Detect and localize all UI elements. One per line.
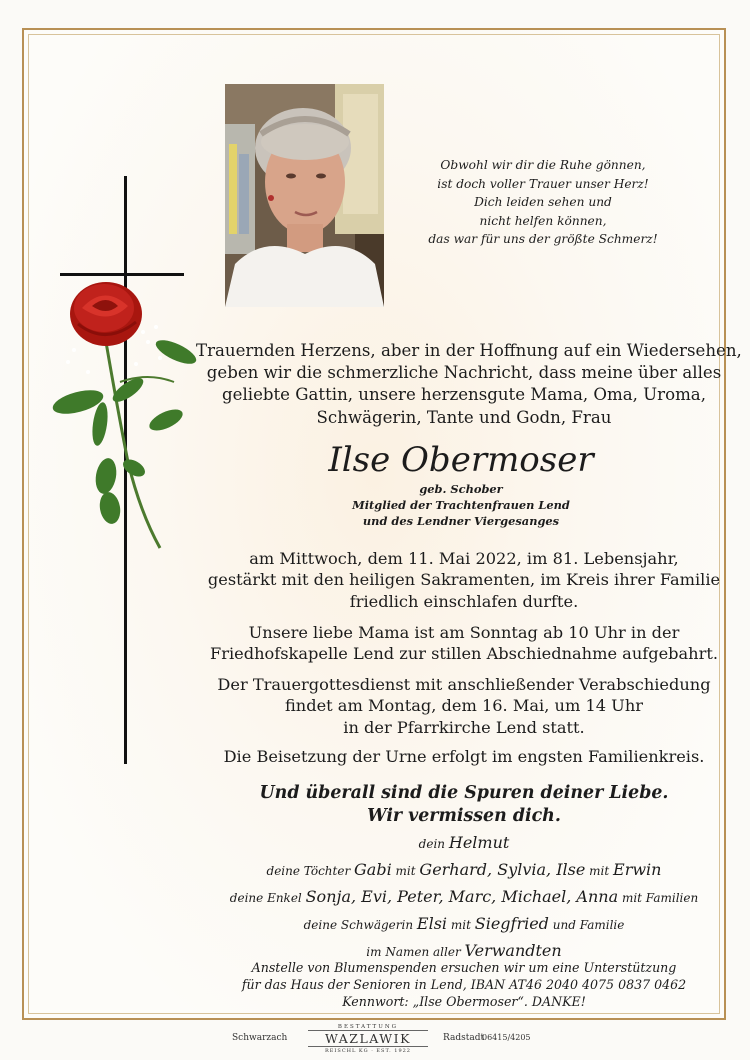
family-prefix: deine Schwägerin	[303, 918, 414, 932]
burial-text	[206, 746, 722, 767]
family-daughters	[196, 857, 732, 884]
detail-line: Mitglied der Trachtenfrauen Lend	[352, 498, 570, 513]
closing-line: Wir vermissen dich.	[367, 806, 561, 826]
passing-line: friedlich einschlafen durfte.	[349, 591, 579, 611]
poem-line: Obwohl wir dir die Ruhe gönnen,	[440, 158, 646, 172]
family-names: Erwin	[613, 860, 662, 879]
family-connector: mit	[450, 918, 471, 932]
family-prefix: im Namen aller	[366, 945, 461, 959]
intro-text	[196, 340, 742, 429]
footer-location-right: Radstadt	[443, 1033, 485, 1043]
intro-line: Schwägerin, Tante und Godn, Frau	[316, 407, 612, 427]
service-line: Der Trauergottesdienst mit anschließender Verabschiedung	[217, 675, 711, 694]
family-prefix: deine Enkel	[229, 891, 302, 905]
funeral-home-footer	[0, 1023, 750, 1057]
poem-line: Dich leiden sehen und	[474, 195, 612, 210]
family-names: Verwandten	[464, 941, 562, 960]
portrait-photo	[225, 84, 384, 307]
footer-logo-bottom: REISCHL KG · EST. 1922	[325, 1048, 411, 1054]
family-names: Gabi	[354, 860, 392, 879]
poem-line: nicht helfen können,	[479, 213, 607, 228]
poem-line: ist doch voller Trauer unser Herz!	[437, 176, 649, 191]
footer-location-left: Schwarzach	[232, 1033, 288, 1043]
family-names: Sonja, Evi, Peter, Marc, Michael, Anna	[305, 887, 619, 906]
burial-line: Die Beisetzung der Urne erfolgt im engsten Familienkreis.	[223, 747, 705, 766]
passing-text	[206, 548, 722, 612]
donation-line: Anstelle von Blumenspenden ersuchen wir um eine Unterstützung	[251, 960, 677, 975]
viewing-text	[206, 622, 722, 665]
family-connector: mit	[395, 864, 416, 878]
rose-icon	[48, 272, 208, 562]
footer-logo-top: BESTATTUNG	[337, 1024, 399, 1030]
donation-line: Kennwort: „Ilse Obermoser“. DANKE!	[342, 993, 586, 1009]
closing-line: Und überall sind die Spuren deiner Liebe.	[259, 783, 669, 803]
detail-line: geb. Schober	[419, 482, 503, 496]
family-names: Helmut	[448, 833, 510, 852]
deceased-name: Ilse Obermoser	[328, 440, 594, 480]
family-suffix: und Familie	[552, 918, 625, 932]
passing-line: gestärkt mit den heiligen Sakramenten, im Kreis ihrer Familie	[207, 570, 721, 590]
service-line: in der Pfarrkirche Lend statt.	[343, 717, 585, 737]
memorial-poem	[388, 156, 698, 249]
viewing-line: Friedhofskapelle Lend zur stillen Abschiednahme aufgebahrt.	[209, 644, 719, 664]
service-line: findet am Montag, dem 16. Mai, um 14 Uhr	[284, 696, 643, 716]
intro-line: Trauernden Herzens, aber in der Hoffnung auf ein Wiedersehen,	[196, 341, 742, 360]
poem-line: das war für uns der größte Schmerz!	[428, 232, 658, 247]
service-text	[206, 674, 722, 738]
family-suffix: mit Familien	[621, 891, 699, 905]
intro-line: geben wir die schmerzliche Nachricht, dass meine über alles	[206, 363, 722, 383]
donation-line: für das Haus der Senioren in Lend, IBAN AT46 2040 4075 0837 0462	[241, 976, 687, 992]
family-sister-in-law	[196, 911, 732, 938]
family-prefix: dein	[418, 837, 446, 851]
intro-line: geliebte Gattin, unsere herzensgute Mama, Oma, Uroma,	[222, 385, 706, 405]
deceased-details	[300, 481, 622, 530]
family-prefix: deine Töchter	[266, 864, 351, 878]
funeral-home-logo: WAZLAWIK	[308, 1030, 428, 1047]
family-grandchildren	[196, 884, 732, 911]
detail-line: und des Lendner Viergesanges	[362, 514, 560, 529]
family-connector: mit	[589, 864, 610, 878]
viewing-line: Unsere liebe Mama ist am Sonntag ab 10 Uhr in der	[248, 623, 680, 642]
family-list	[196, 830, 732, 965]
closing-text	[206, 782, 722, 828]
footer-phone: 06415/4205	[482, 1033, 531, 1042]
family-names: Gerhard, Sylvia, Ilse	[419, 860, 586, 879]
family-names: Elsi	[416, 914, 448, 933]
family-names: Siegfried	[474, 914, 549, 933]
family-husband	[196, 830, 732, 857]
donation-note	[196, 960, 732, 1010]
passing-line: am Mittwoch, dem 11. Mai 2022, im 81. Lebensjahr,	[249, 549, 679, 568]
